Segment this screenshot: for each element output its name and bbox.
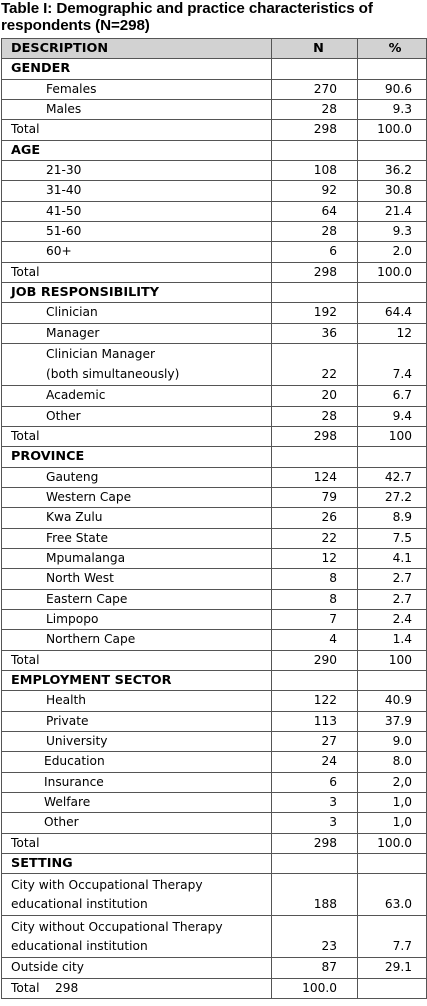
row-pct: 7.5 <box>358 528 427 548</box>
row-label-line-1: Clinician Manager <box>46 347 155 362</box>
table-row <box>2 732 427 752</box>
section-title: PROVINCE <box>2 447 272 467</box>
section-title: SETTING <box>2 854 272 874</box>
row-label: Free State <box>2 528 272 548</box>
table-row <box>2 386 427 406</box>
row-n: 4 <box>272 630 358 650</box>
row-n: 92 <box>272 181 358 201</box>
table-row <box>2 548 427 568</box>
row-n: 22 <box>272 344 358 386</box>
total-n: 298 <box>272 262 358 282</box>
total-label: Total <box>2 650 272 670</box>
row-pct: 7.7 <box>358 916 427 958</box>
table-row <box>2 181 427 201</box>
table-row <box>2 242 427 262</box>
row-pct: 4.1 <box>358 548 427 568</box>
row-n: 22 <box>272 528 358 548</box>
table-row <box>2 161 427 181</box>
section-row-gender <box>2 59 427 79</box>
row-label: 21-30 <box>2 161 272 181</box>
row-pct: 42.7 <box>358 467 427 487</box>
section-row-age <box>2 140 427 160</box>
row-label: Females <box>2 79 272 99</box>
row-n: 28 <box>272 406 358 426</box>
total-n: 298 <box>272 426 358 446</box>
section-row-province <box>2 447 427 467</box>
table-row <box>2 772 427 792</box>
total-pct: 100.0 <box>358 262 427 282</box>
row-n: 36 <box>272 323 358 343</box>
total-n: 290 <box>272 650 358 670</box>
total-label: Total <box>2 833 272 853</box>
table-row <box>2 303 427 323</box>
table-row <box>2 79 427 99</box>
row-label: Limpopo <box>2 609 272 629</box>
row-pct: 2,0 <box>358 772 427 792</box>
row-pct: 40.9 <box>358 691 427 711</box>
row-label-line-2: educational institution <box>11 939 148 954</box>
header-n: N <box>272 39 358 59</box>
total-n: 298 <box>272 833 358 853</box>
row-pct: 29.1 <box>358 958 427 978</box>
row-n: 79 <box>272 487 358 507</box>
row-label: Manager <box>2 323 272 343</box>
row-label: Clinician <box>2 303 272 323</box>
table-row <box>2 406 427 426</box>
total-pct: 100.0 <box>272 978 358 998</box>
total-row <box>2 978 427 998</box>
table-row <box>2 609 427 629</box>
total-row <box>2 262 427 282</box>
row-pct: 64.4 <box>358 303 427 323</box>
table-row <box>2 487 427 507</box>
header-pct: % <box>358 39 427 59</box>
row-label <box>2 874 272 916</box>
section-title: JOB RESPONSIBILITY <box>2 283 272 303</box>
row-label: Other <box>2 406 272 426</box>
row-pct: 2.7 <box>358 589 427 609</box>
row-pct: 8.0 <box>358 752 427 772</box>
row-n: 28 <box>272 222 358 242</box>
table-row <box>2 201 427 221</box>
row-label-line-2: (both simultaneously) <box>46 366 180 381</box>
row-pct: 1,0 <box>358 793 427 813</box>
row-n: 24 <box>272 752 358 772</box>
row-label: Welfare <box>2 793 272 813</box>
header-description: DESCRIPTION <box>2 39 272 59</box>
row-n: 113 <box>272 711 358 731</box>
total-n: 298 <box>272 120 358 140</box>
total-row <box>2 833 427 853</box>
table-row <box>2 344 427 386</box>
row-n: 3 <box>272 813 358 833</box>
row-label: Kwa Zulu <box>2 508 272 528</box>
table-row <box>2 691 427 711</box>
row-pct: 30.8 <box>358 181 427 201</box>
row-pct: 2.0 <box>358 242 427 262</box>
total-row <box>2 426 427 446</box>
row-label: Education <box>2 752 272 772</box>
row-label-line-1: City without Occupational Therapy <box>11 919 223 934</box>
row-pct: 12 <box>358 323 427 343</box>
row-label: 51-60 <box>2 222 272 242</box>
row-pct: 37.9 <box>358 711 427 731</box>
row-label: Western Cape <box>2 487 272 507</box>
table-row <box>2 222 427 242</box>
total-label: Total <box>2 262 272 282</box>
row-n: 122 <box>272 691 358 711</box>
row-n: 8 <box>272 589 358 609</box>
row-label: Insurance <box>2 772 272 792</box>
row-label: Mpumalanga <box>2 548 272 568</box>
row-n: 64 <box>272 201 358 221</box>
section-row-job <box>2 283 427 303</box>
row-pct: 1.4 <box>358 630 427 650</box>
table-row <box>2 874 427 916</box>
total-label: Total <box>2 120 272 140</box>
table-row <box>2 630 427 650</box>
total-pct: 100.0 <box>358 120 427 140</box>
row-label: Males <box>2 100 272 120</box>
row-n: 124 <box>272 467 358 487</box>
row-pct: 9.4 <box>358 406 427 426</box>
total-label-text: Total <box>11 980 40 995</box>
row-label <box>2 916 272 958</box>
row-n: 7 <box>272 609 358 629</box>
row-label-line-2: educational institution <box>11 897 148 912</box>
total-label <box>2 978 272 998</box>
table-row <box>2 916 427 958</box>
row-n: 8 <box>272 569 358 589</box>
row-n: 12 <box>272 548 358 568</box>
row-n: 87 <box>272 958 358 978</box>
table-row <box>2 508 427 528</box>
table-row <box>2 100 427 120</box>
table-row <box>2 467 427 487</box>
row-n: 28 <box>272 100 358 120</box>
row-n: 3 <box>272 793 358 813</box>
row-pct: 27.2 <box>358 487 427 507</box>
total-pct: 100 <box>358 650 427 670</box>
total-row <box>2 120 427 140</box>
total-pct: 100 <box>358 426 427 446</box>
row-pct: 21.4 <box>358 201 427 221</box>
total-pct: 100.0 <box>358 833 427 853</box>
row-pct: 8.9 <box>358 508 427 528</box>
row-pct: 36.2 <box>358 161 427 181</box>
row-n: 6 <box>272 242 358 262</box>
row-label: University <box>2 732 272 752</box>
total-n: 298 <box>54 980 79 995</box>
row-n: 108 <box>272 161 358 181</box>
table-row <box>2 752 427 772</box>
row-label: Gauteng <box>2 467 272 487</box>
row-n: 20 <box>272 386 358 406</box>
row-n: 27 <box>272 732 358 752</box>
row-pct: 2.4 <box>358 609 427 629</box>
row-label: Health <box>2 691 272 711</box>
demographics-table <box>1 38 427 999</box>
table-caption: Table I: Demographic and practice characteristics of respondents (N=298) <box>1 0 373 34</box>
section-title: AGE <box>2 140 272 160</box>
row-n: 188 <box>272 874 358 916</box>
section-title: GENDER <box>2 59 272 79</box>
table-row <box>2 528 427 548</box>
row-label: 41-50 <box>2 201 272 221</box>
section-title: EMPLOYMENT SECTOR <box>2 670 272 690</box>
table-row <box>2 589 427 609</box>
row-n: 270 <box>272 79 358 99</box>
total-row <box>2 650 427 670</box>
table-row <box>2 958 427 978</box>
row-pct: 9.3 <box>358 222 427 242</box>
row-label: Northern Cape <box>2 630 272 650</box>
table-row <box>2 569 427 589</box>
table-row <box>2 793 427 813</box>
row-label: Outside city <box>2 958 272 978</box>
row-label: Private <box>2 711 272 731</box>
section-row-setting <box>2 854 427 874</box>
row-label-line-1: City with Occupational Therapy <box>11 877 203 892</box>
table-row <box>2 813 427 833</box>
table-header-row <box>2 39 427 59</box>
row-pct: 90.6 <box>358 79 427 99</box>
row-pct: 2.7 <box>358 569 427 589</box>
row-pct: 7.4 <box>358 344 427 386</box>
table-row <box>2 711 427 731</box>
row-n: 6 <box>272 772 358 792</box>
total-label: Total <box>2 426 272 446</box>
row-pct: 9.0 <box>358 732 427 752</box>
row-n: 192 <box>272 303 358 323</box>
row-label: Academic <box>2 386 272 406</box>
table-row <box>2 323 427 343</box>
row-label: Eastern Cape <box>2 589 272 609</box>
row-n: 23 <box>272 916 358 958</box>
row-label: North West <box>2 569 272 589</box>
row-pct: 9.3 <box>358 100 427 120</box>
row-n: 26 <box>272 508 358 528</box>
row-label: Other <box>2 813 272 833</box>
row-pct: 6.7 <box>358 386 427 406</box>
section-row-employment <box>2 670 427 690</box>
row-label: 31-40 <box>2 181 272 201</box>
row-label <box>2 344 272 386</box>
row-label: 60+ <box>2 242 272 262</box>
row-pct: 63.0 <box>358 874 427 916</box>
row-pct: 1,0 <box>358 813 427 833</box>
